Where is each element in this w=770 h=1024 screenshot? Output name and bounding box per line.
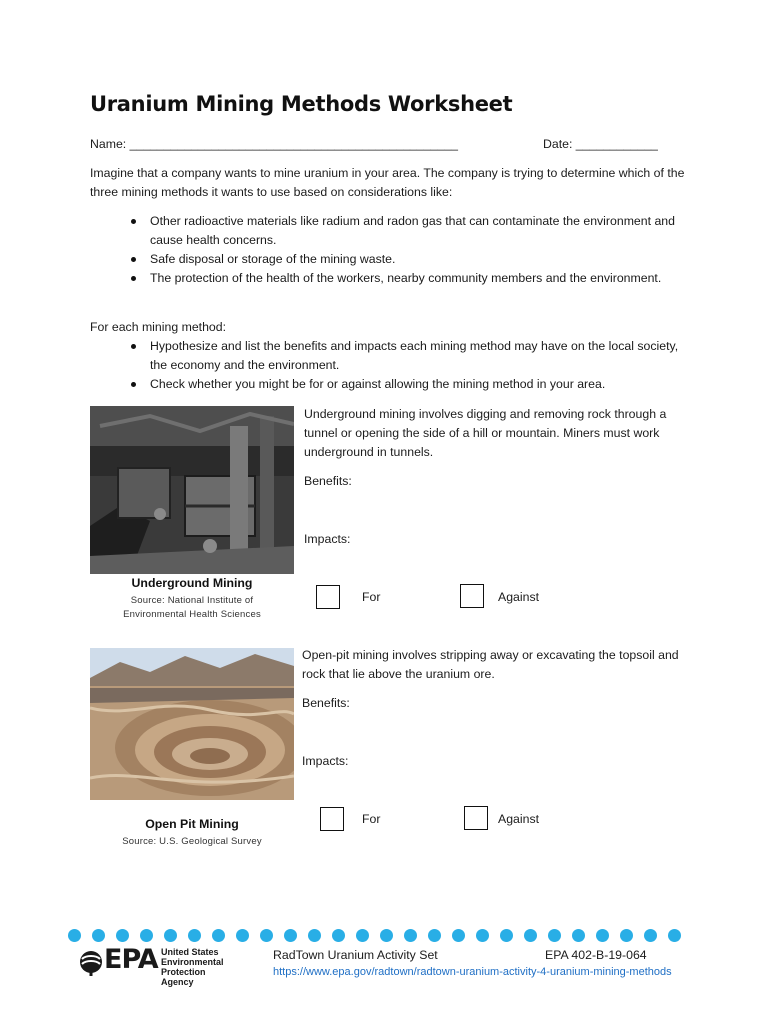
footer-dot	[332, 929, 345, 942]
open-pit-impacts-label[interactable]: Impacts:	[302, 754, 349, 768]
footer-dot	[284, 929, 297, 942]
footer-dot	[380, 929, 393, 942]
open-pit-caption: Open Pit Mining	[145, 817, 239, 831]
footer-dot	[92, 929, 105, 942]
footer-dot	[140, 929, 153, 942]
footer-dot	[68, 929, 81, 942]
activity-set-label: RadTown Uranium Activity Set	[273, 948, 438, 962]
considerations-list	[130, 212, 685, 288]
open-pit-source: Source: U.S. Geological Survey	[122, 836, 262, 847]
list-item: Check whether you might be for or against allowing the mining method in your area.	[130, 375, 685, 394]
name-field[interactable]: Name: ________________________________________________	[90, 137, 458, 151]
list-item: Hypothesize and list the benefits and impacts each mining method may have on the local society, the economy and the environment.	[130, 337, 685, 375]
underground-caption: Underground Mining	[131, 576, 253, 590]
footer-dot	[644, 929, 657, 942]
footer-dot	[500, 929, 513, 942]
underground-mining-image	[90, 406, 294, 574]
open-pit-for-checkbox[interactable]	[320, 807, 344, 831]
for-each-label: For each mining method:	[90, 320, 227, 334]
footer-dot	[188, 929, 201, 942]
underground-against-checkbox[interactable]	[460, 584, 484, 608]
footer-dot	[308, 929, 321, 942]
agency-line: Environmental Protection	[161, 957, 224, 977]
underground-description: Underground mining involves digging and removing rock through a tunnel or opening the side of a hill or mountain. Miners must work underground in tunnels.	[304, 407, 667, 459]
epa-flower-icon	[78, 949, 104, 977]
footer-dot	[212, 929, 225, 942]
footer-dot	[548, 929, 561, 942]
footer-dot	[236, 929, 249, 942]
open-pit-description: Open-pit mining involves stripping away or excavating the topsoil and rock that lie above the uranium ore.	[302, 648, 679, 681]
agency-line: United States	[161, 947, 219, 957]
footer-dot	[620, 929, 633, 942]
epa-wordmark: EPA	[104, 944, 158, 975]
footer-dot	[572, 929, 585, 942]
footer-dot	[476, 929, 489, 942]
underground-benefits-label[interactable]: Benefits:	[304, 474, 352, 488]
footer-dot	[116, 929, 129, 942]
footer-dot	[404, 929, 417, 942]
footer-dot	[668, 929, 681, 942]
underground-mining-photo	[90, 406, 294, 574]
underground-impacts-label[interactable]: Impacts:	[304, 532, 351, 546]
underground-for-checkbox[interactable]	[316, 585, 340, 609]
date-field[interactable]: Date: ____________	[543, 137, 658, 151]
worksheet-url-link[interactable]: https://www.epa.gov/radtown/radtown-uranium-activity-4-uranium-mining-methods	[273, 966, 672, 978]
open-pit-mining-image	[90, 648, 294, 800]
underground-for-label: For	[362, 590, 381, 604]
footer-dot	[596, 929, 609, 942]
worksheet-title: Uranium Mining Methods Worksheet	[90, 92, 513, 116]
footer-dot	[428, 929, 441, 942]
epa-logo	[78, 944, 268, 987]
intro-paragraph: Imagine that a company wants to mine uranium in your area. The company is trying to determine which of the three mining methods it wants to use based on considerations like:	[90, 166, 685, 199]
list-item: Other radioactive materials like radium and radon gas that can contaminate the environment and cause health concerns.	[130, 212, 685, 250]
list-item: Safe disposal or storage of the mining waste.	[130, 250, 685, 269]
underground-against-label: Against	[498, 590, 540, 604]
underground-source: Source: National Institute of Environmental Health Sciences	[123, 595, 261, 620]
doc-number: EPA 402-B-19-064	[545, 948, 647, 962]
open-pit-against-checkbox[interactable]	[464, 806, 488, 830]
agency-line: Agency	[161, 977, 194, 987]
open-pit-benefits-label[interactable]: Benefits:	[302, 696, 350, 710]
footer-dot	[356, 929, 369, 942]
footer-dot	[524, 929, 537, 942]
list-item: The protection of the health of the workers, nearby community members and the environment.	[130, 269, 685, 288]
footer-dot	[452, 929, 465, 942]
footer-dot	[260, 929, 273, 942]
open-pit-against-label: Against	[498, 812, 540, 826]
footer-dot	[164, 929, 177, 942]
open-pit-for-label: For	[362, 812, 381, 826]
open-pit-mining-photo	[90, 648, 294, 800]
agency-name	[161, 947, 268, 987]
instructions-list	[130, 337, 685, 394]
